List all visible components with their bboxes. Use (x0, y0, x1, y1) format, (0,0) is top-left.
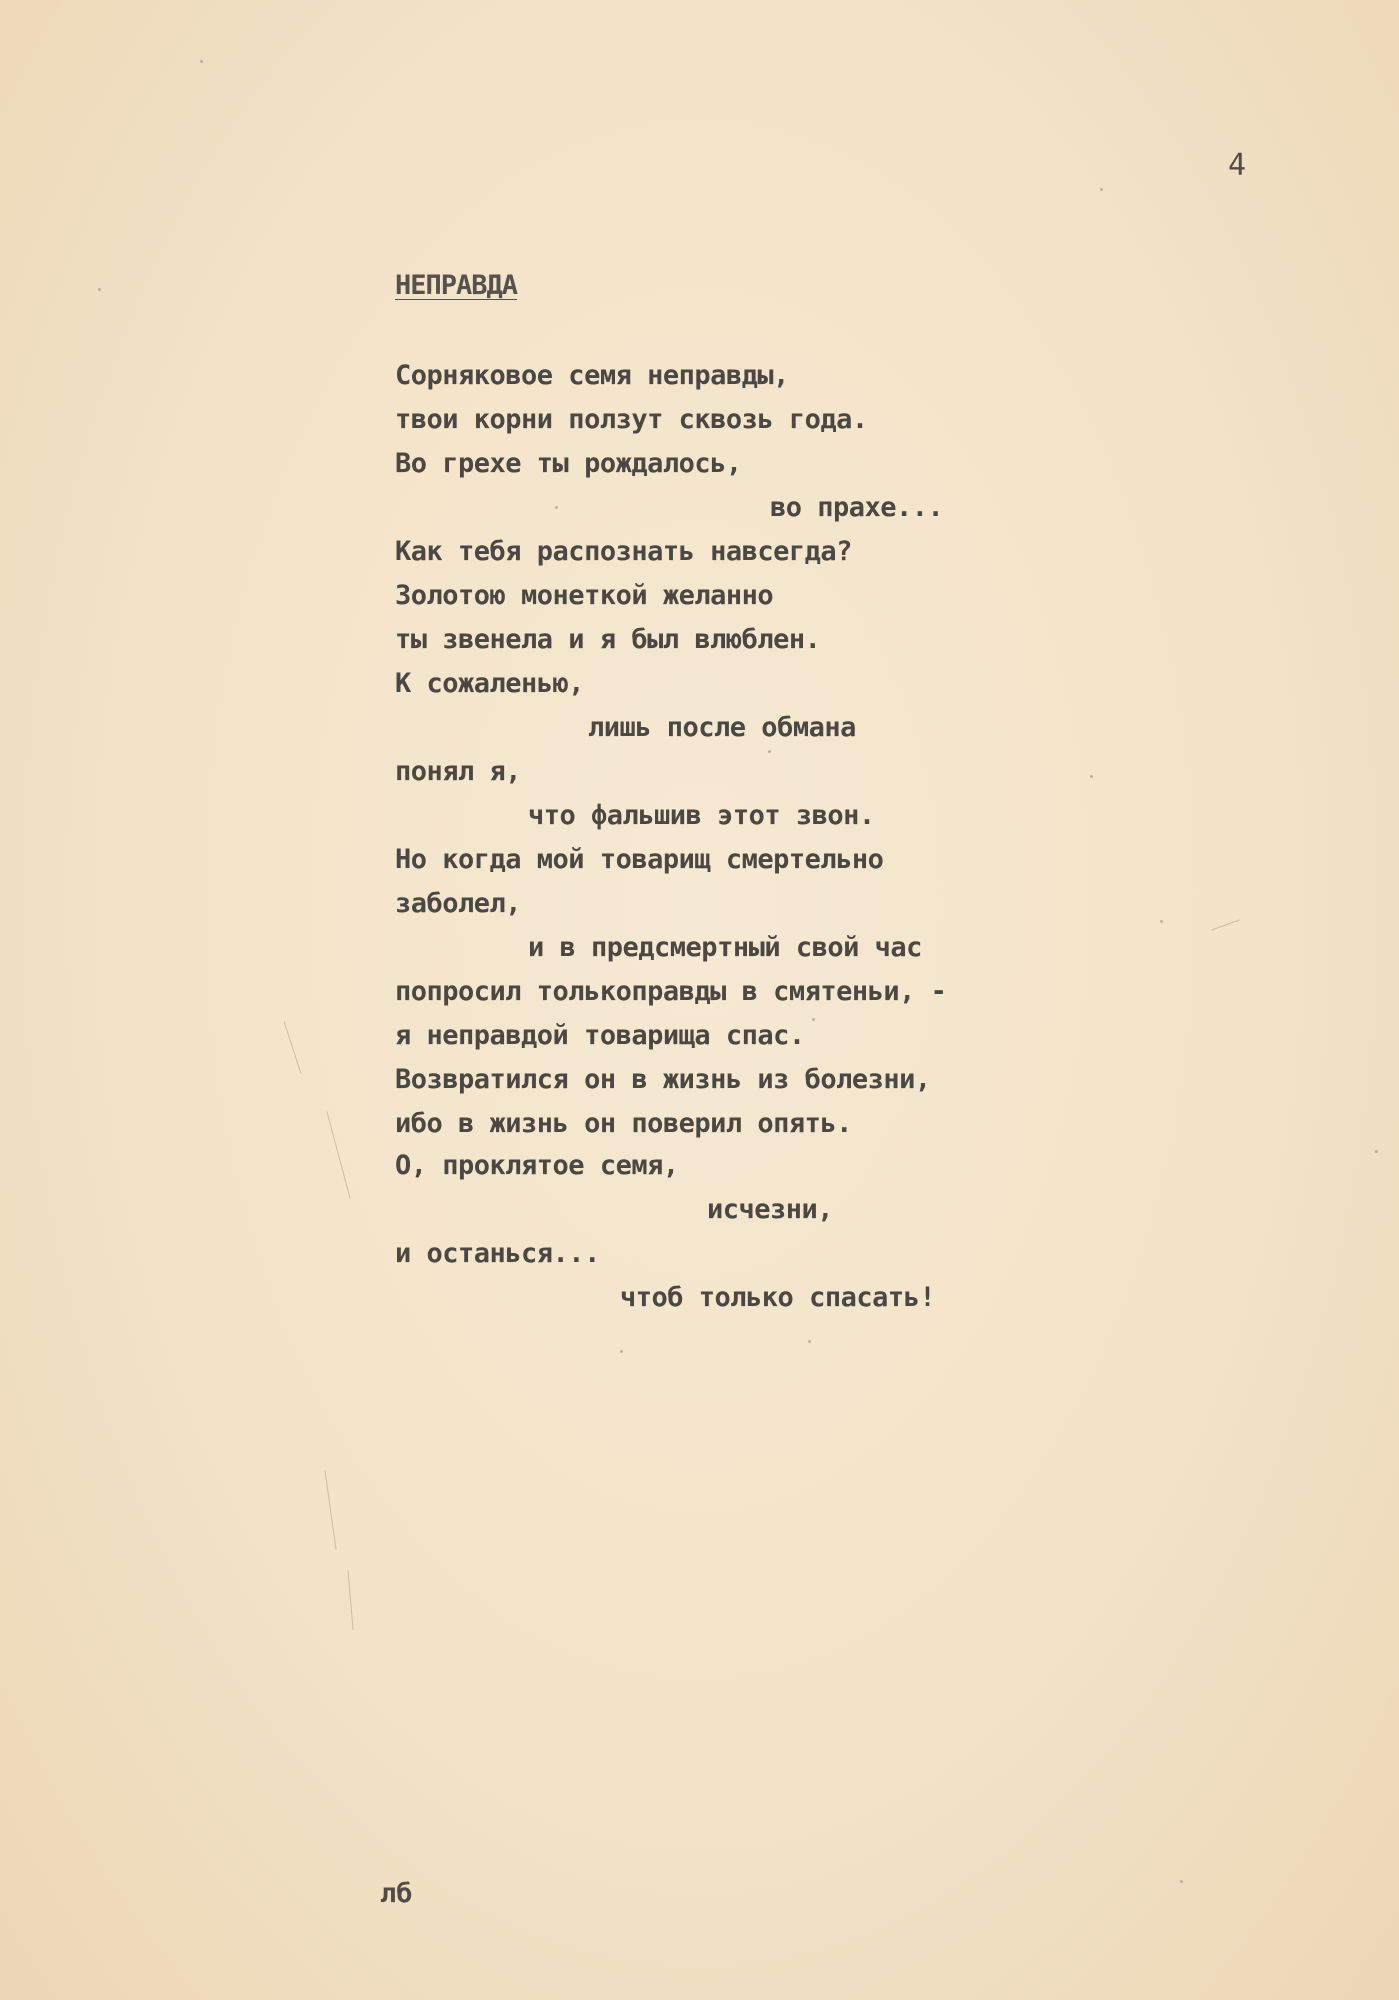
poem-line: твои корни ползут сквозь года. (395, 404, 868, 435)
poem-line: К сожаленью, (395, 668, 585, 699)
poem-line: я неправдой товарища спас. (395, 1020, 805, 1051)
poem-line: во прахе... (770, 492, 944, 523)
page-number: 4 (1228, 148, 1247, 183)
poem-line: что фальшив этот звон. (528, 800, 875, 831)
poem-line: заболел, (395, 888, 522, 919)
poem-line: Как тебя распознать навсегда? (395, 536, 852, 567)
poem-line: О, проклятое семя, (395, 1150, 679, 1181)
poem-line: чтоб только спасать! (620, 1282, 936, 1313)
poem-line: исчезни, (707, 1194, 834, 1225)
poem-line: ибо в жизнь он поверил опять. (395, 1108, 852, 1139)
poem-line: и в предсмертный свой час (528, 932, 922, 963)
poem-line: ты звенела и я был влюблен. (395, 624, 821, 655)
poem-line: Сорняковое семя неправды, (395, 360, 789, 391)
poem-line: лишь после обмана (588, 712, 856, 743)
poem-line: попросил толькоправды в смятеньи, - (395, 976, 947, 1007)
poem-line: Возвратился он в жизнь из болезни, (395, 1064, 931, 1095)
poem-line: понял я, (395, 756, 522, 787)
poem-line: и останься... (395, 1238, 600, 1269)
poem-line: Золотою монеткой желанно (395, 580, 774, 611)
footer-initials: лб (380, 1878, 413, 1909)
poem-title: НЕПРАВДА (395, 270, 518, 301)
poem-line: Во грехе ты рождалось, (395, 448, 742, 479)
poem-line: Но когда мой товарищ смертельно (395, 844, 884, 875)
